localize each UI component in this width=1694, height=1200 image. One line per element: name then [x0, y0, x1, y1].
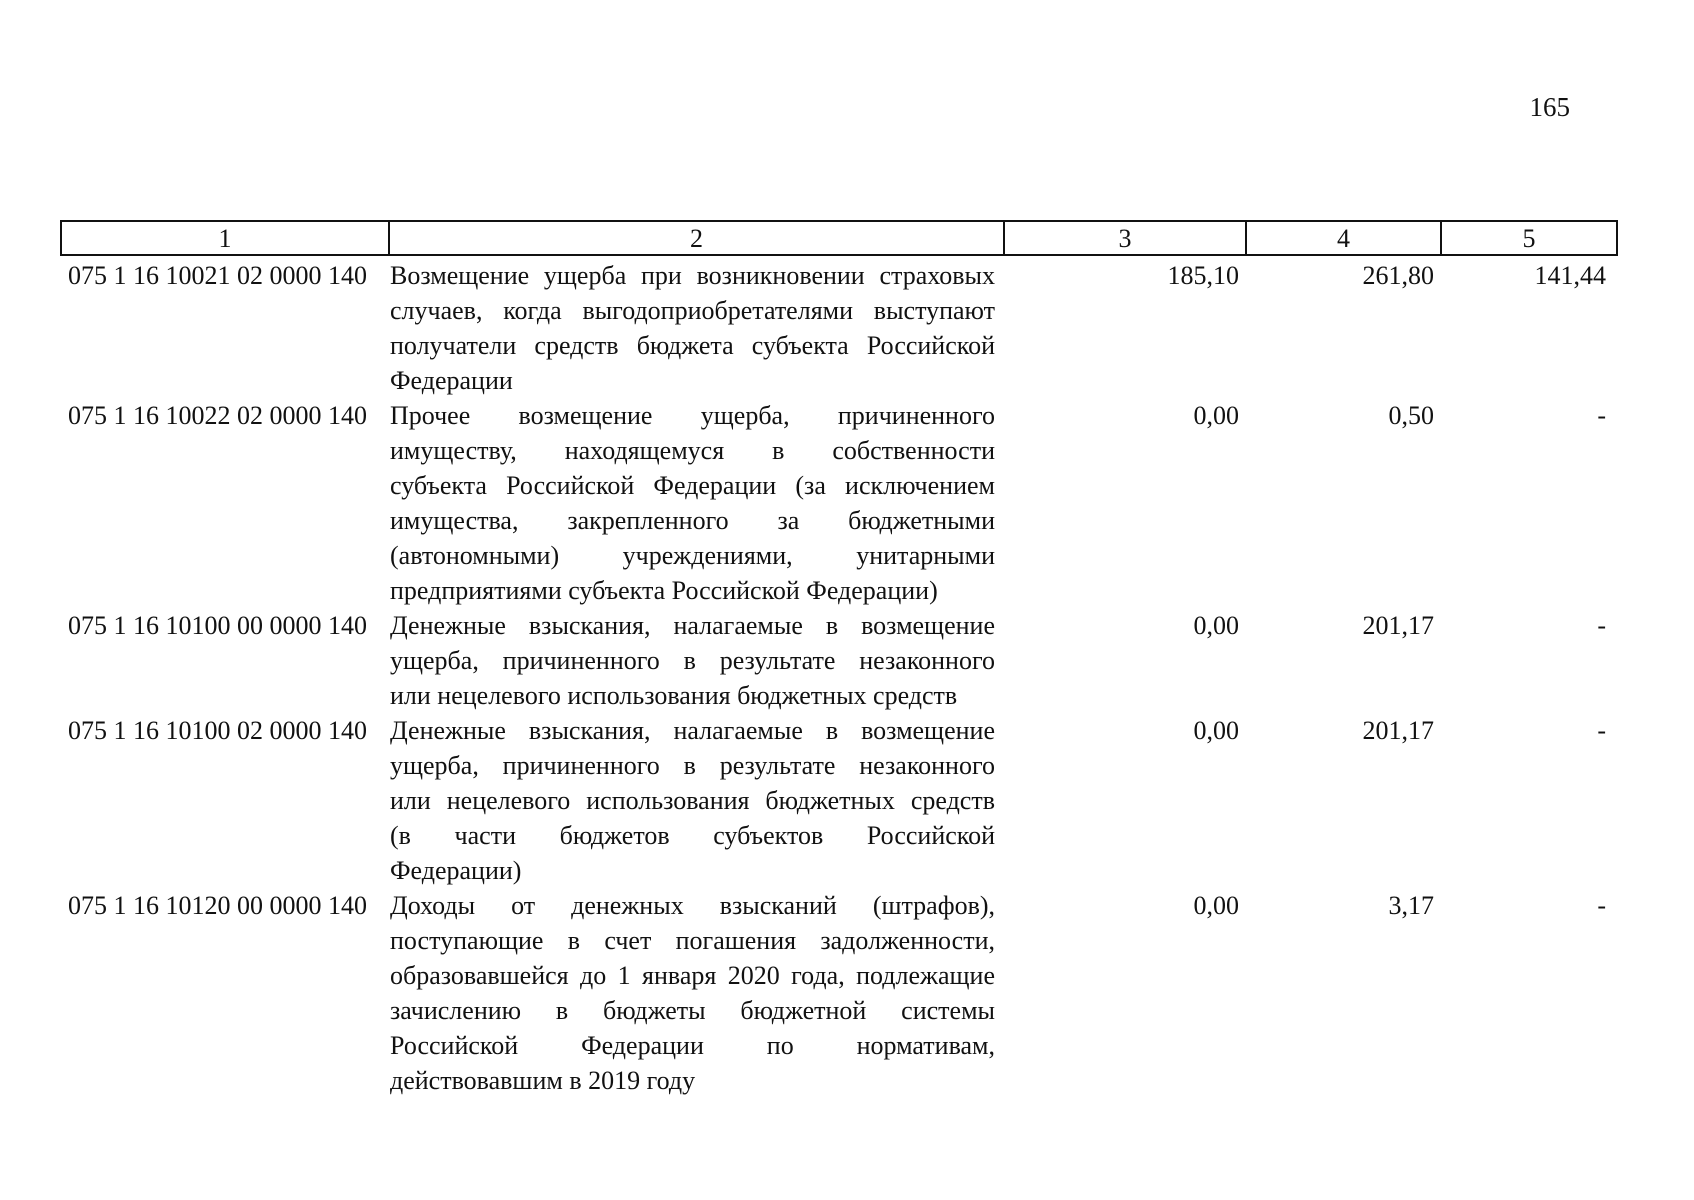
description-line: Доходы от денежных взысканий (штрафов), [390, 891, 995, 920]
description-line: (в части бюджетов субъектов Российской [390, 821, 995, 850]
description-line: ущерба, причиненного в результате незаконного [390, 751, 995, 780]
row-col5-value: - [1597, 891, 1606, 920]
description-line: имущества, закрепленного за бюджетными [390, 506, 995, 535]
header-col-4: 4 [1245, 222, 1440, 254]
description-line: или нецелевого использования бюджетных средств [390, 786, 995, 815]
row-col4-value: 0,50 [1388, 401, 1434, 430]
description-line: Возмещение ущерба при возникновении страховых [390, 261, 995, 290]
table-row [60, 398, 1618, 608]
row-description [386, 888, 1001, 1098]
row-code: 075 1 16 10022 02 0000 140 [68, 401, 367, 430]
row-description [386, 713, 1001, 888]
description-line: поступающие в счет погашения задолженности, [390, 926, 995, 955]
description-line: Федерации) [390, 856, 522, 885]
description-line: действовавшим в 2019 году [390, 1066, 696, 1095]
row-col5-value: - [1597, 611, 1606, 640]
row-description [386, 398, 1001, 608]
description-line: ущерба, причиненного в результате незаконного [390, 646, 995, 675]
description-line: (автономными) учреждениями, унитарными [390, 541, 995, 570]
table-row [60, 608, 1618, 713]
description-line: имуществу, находящемуся в собственности [390, 436, 995, 465]
description-line: получатели средств бюджета субъекта Российской [390, 331, 995, 360]
page-number: 165 [1529, 92, 1570, 122]
row-col3-value: 0,00 [1193, 401, 1239, 430]
header-col-3: 3 [1003, 222, 1245, 254]
row-col5-value: - [1597, 401, 1606, 430]
row-col4-value: 261,80 [1362, 261, 1434, 290]
row-col3-value: 0,00 [1193, 716, 1239, 745]
description-line: субъекта Российской Федерации (за исключением [390, 471, 995, 500]
row-col3-value: 0,00 [1193, 891, 1239, 920]
table-body [60, 258, 1618, 1098]
description-line: Денежные взыскания, налагаемые в возмещение [390, 716, 995, 745]
row-col3-value: 0,00 [1193, 611, 1239, 640]
description-line: предприятиями субъекта Российской Федерации) [390, 576, 938, 605]
row-description [386, 258, 1001, 398]
row-col3-value: 185,10 [1167, 261, 1239, 290]
row-code: 075 1 16 10120 00 0000 140 [68, 891, 367, 920]
description-line: Прочее возмещение ущерба, причиненного [390, 401, 995, 430]
table-header [60, 220, 1618, 256]
row-col5-value: - [1597, 716, 1606, 745]
table-row [60, 888, 1618, 1098]
description-line: Российской Федерации по нормативам, [390, 1031, 995, 1060]
header-col-2: 2 [388, 222, 1003, 254]
row-col4-value: 3,17 [1388, 891, 1434, 920]
table-row [60, 713, 1618, 888]
row-code: 075 1 16 10100 00 0000 140 [68, 611, 367, 640]
table-row [60, 258, 1618, 398]
row-col4-value: 201,17 [1362, 611, 1434, 640]
description-line: Федерации [390, 366, 513, 395]
row-col5-value: 141,44 [1534, 261, 1606, 290]
row-code: 075 1 16 10021 02 0000 140 [68, 261, 367, 290]
description-line: образовавшейся до 1 января 2020 года, подлежащие [390, 961, 995, 990]
row-col4-value: 201,17 [1362, 716, 1434, 745]
header-col-1: 1 [218, 224, 232, 253]
description-line: случаев, когда выгодоприобретателями выступают [390, 296, 995, 325]
description-line: зачислению в бюджеты бюджетной системы [390, 996, 995, 1025]
row-code: 075 1 16 10100 02 0000 140 [68, 716, 367, 745]
header-col-5: 5 [1440, 222, 1616, 254]
row-description [386, 608, 1001, 713]
description-line: или нецелевого использования бюджетных средств [390, 681, 958, 710]
description-line: Денежные взыскания, налагаемые в возмещение [390, 611, 995, 640]
